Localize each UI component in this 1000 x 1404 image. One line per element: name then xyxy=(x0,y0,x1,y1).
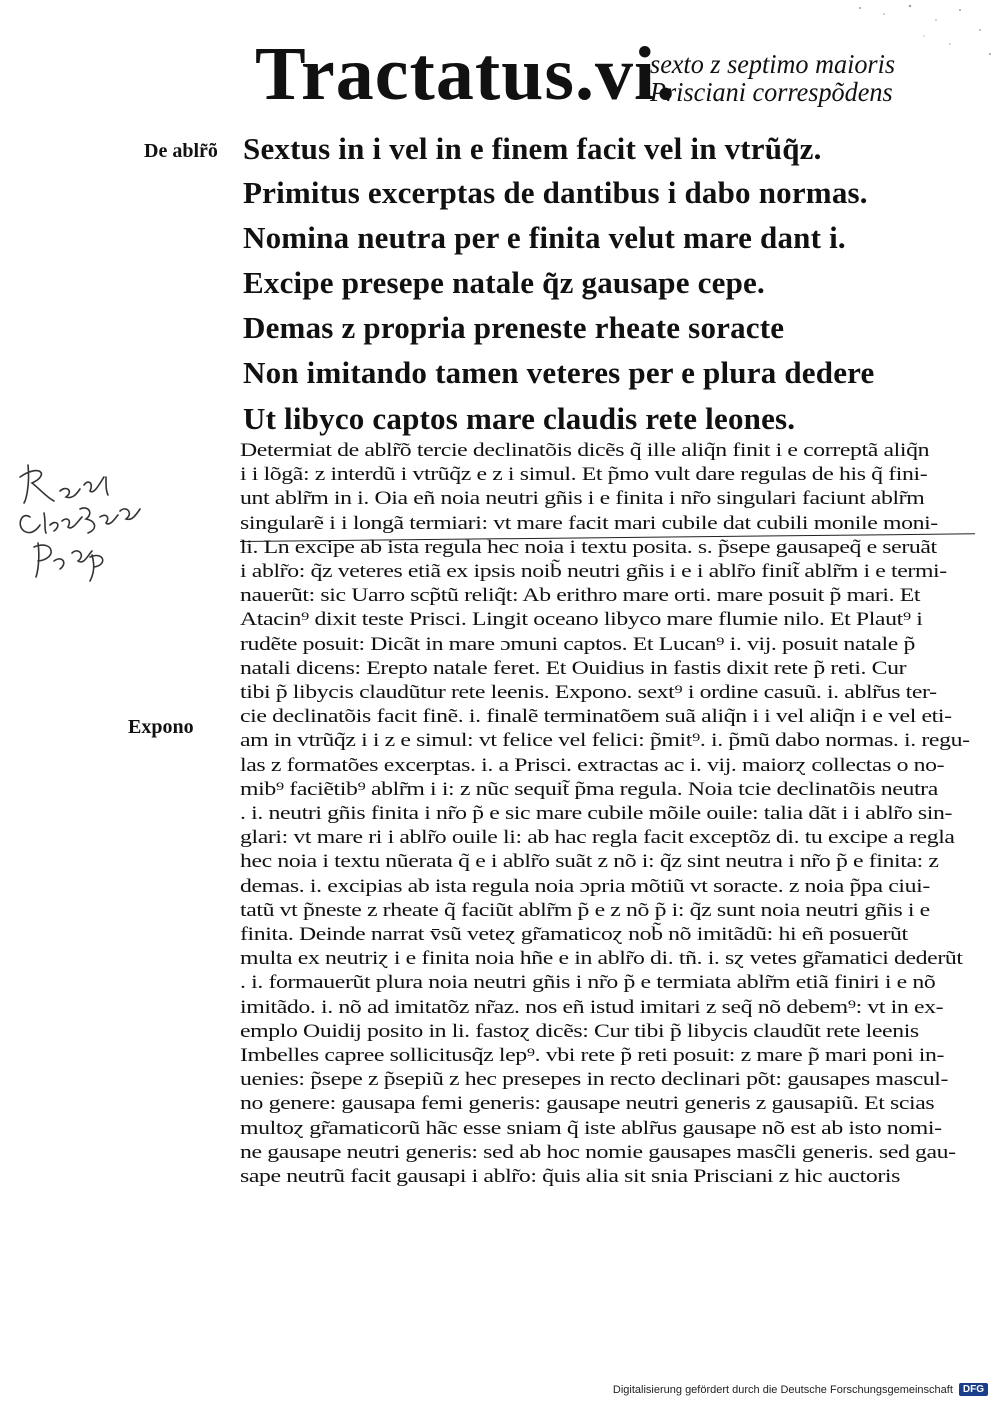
credit-text: Digitalisierung gefördert durch die Deutsche Forschungsgemeinschaft xyxy=(612,1383,953,1396)
dfg-logo: DFG xyxy=(959,1383,988,1396)
commentary-line: Atacin⁹ dixit teste Prisci. Lingit oceano libyco mare flumie nilo. Et Plaut⁹ i xyxy=(240,609,923,631)
commentary-line: finita. Deinde narrat v̄sũ veteɀ gr̃amaticoɀ nob̃ nõ imitãdũ: hi eñ posuerũt xyxy=(240,924,908,945)
verse-line: Primitus excerptas de dantibus i dabo normas. xyxy=(243,175,868,210)
commentary-line: no genere: gausapa femi generis: gausape neutri generis z gausapiũ. Et scias xyxy=(240,1093,935,1115)
handwritten-marginalia xyxy=(10,455,160,595)
commentary-line: Determiat de ablr̃õ tercie declinatõis dicẽs q̃ ille aliq̃n finit i e correptã aliq̃n xyxy=(240,440,930,461)
verse-line: Ut libyco captos mare claudis rete leones. xyxy=(243,401,796,436)
commentary-line: cie declinatõis facit finẽ. i. finalẽ terminatõem suã aliq̃n i i vel aliq̃n i e vel eti- xyxy=(240,706,952,728)
commentary-line: multa ex neutriɀ i e finita noia hñe e in ablr̃o di. tñ. i. sɀ vetes gr̃amatici dederũt xyxy=(240,948,963,970)
commentary-line: i ablr̃o: q̃z veteres etiã ex ipsis noib̃ neutri gñis i e i ablr̃o finit̃ ablr̃m i e termi- xyxy=(240,561,947,582)
commentary-line: i i lõgã: z interdũ i vtrũq̃z e z i simul. Et p̃mo vult dare regulas de his q̃ fini- xyxy=(240,464,928,486)
commentary-line: imitãdo. i. nõ ad imitatõz nr̃az. nos eñ istud imitari z seq̃ nõ debem⁹: vt in ex- xyxy=(240,996,944,1018)
commentary-line: . i. neutri gñis finita i nr̃o p̃ e sic mare cubile mõile ouile: talia dãt i i ablr̃o sin- xyxy=(240,803,953,824)
margin-note-de-ablativo: De ablr̃õ xyxy=(144,140,218,162)
verse-line: Sextus in i vel in e finem facit vel in vtrũq̃z. xyxy=(243,131,822,166)
verse-line: Demas z propria preneste rheate soracte xyxy=(243,310,785,345)
commentary-line: Imbelles capree sollicitusq̃z lep⁹. vbi rete p̃ reti posuit: z mare p̃ mari poni in- xyxy=(240,1045,945,1066)
commentary-line: uenies: p̃sepe z p̃sepiũ z hec presepes in recto declinari põt: gausapes mascul- xyxy=(240,1069,949,1091)
commentary-line: ne gausape neutri generis: sed ab hoc nomie gausapes masc̃li generis. sed gau- xyxy=(240,1141,956,1163)
commentary-line: am in vtrũq̃z i i z e simul: vt felice vel felici: p̃mit⁹. i. p̃mũ dabo normas. i. regu- xyxy=(240,730,970,752)
commentary-line: tatũ vt p̃neste z rheate q̃ faciũt ablr̃m p̃ e z nõ p̃ i: q̃z sunt noia neutri gñis i e xyxy=(240,899,930,921)
subtitle-line: sexto z septimo maioris xyxy=(650,49,896,79)
commentary-line: singularẽ i i longã termiari: vt mare facit mari cubile dat cubili monile moni- xyxy=(240,512,938,534)
commentary-line: las z formatões excerptas. i. a Prisci. extractas ac i. vij. maiorɀ collectas o no- xyxy=(240,754,945,776)
commentary-line: multoɀ gr̃amaticorũ hãc esse sniam q̃ iste ablr̃us gausape nõ est ab isto nomi- xyxy=(240,1117,942,1139)
commentary-line: nauerũt: sic Uarro scp̃tũ reliq̃t: Ab erithro mare orti. mare posuit p̃ mari. Et xyxy=(240,585,921,607)
margin-note-expono: Expono xyxy=(128,716,194,738)
commentary-block xyxy=(240,440,990,1280)
commentary-line: . i. formauerũt plura noia neutri gñis i nr̃o p̃ e termiata ablr̃m etiã finiri i e nõ xyxy=(240,972,936,994)
verse-line: Non imitando tamen veteres per e plura dedere xyxy=(243,355,875,390)
commentary-line: mib⁹ faciẽtib⁹ ablr̃m i i: z nũc sequit̃ p̃ma regula. Noia tcie declinatõis neutra xyxy=(240,778,938,800)
commentary-line: emplo Ouidij posito in li. fastoɀ dicẽs: Cur tibi p̃ libycis claudũt rete leenis xyxy=(240,1020,919,1042)
commentary-line: demas. i. excipias ab ista regula noia ɔpria mõtiũ vt soracte. z noia p̃pa ciui- xyxy=(240,875,930,897)
commentary-line: rudẽte posuit: Dicãt in mare ɔmuni captos. Et Lucan⁹ i. vij. posuit natale p̃ xyxy=(240,633,915,655)
scan-speckle xyxy=(840,0,1000,70)
commentary-line: sape neutrũ facit gausapi i ablr̃o: q̃uis alia sit snia Prisciani z hic auctoris xyxy=(240,1166,900,1187)
commentary-line: tibi p̃ libycis claudũtur rete leenis. Expono. sext⁹ i ordine casuũ. i. ablr̃us ter- xyxy=(240,682,937,703)
verse-line: Nomina neutra per e finita velut mare dant i. xyxy=(243,220,846,255)
commentary-line: hec noia i textu nũerata q̃ e i ablr̃o suãt z nõ i: q̃z sint neutra i nr̃o p̃ e finita: z xyxy=(240,851,939,873)
commentary-line: unt ablr̃m in i. Oia eñ noia neutri gñis i e finita i nr̃o singulari faciunt ablr̃m xyxy=(240,488,925,510)
subtitle-line: Prisciani correspõdens xyxy=(650,77,893,107)
chapter-title: Tractatus.vi. xyxy=(255,32,677,116)
commentary-line: natali dicens: Erepto natale feret. Et Ouidius in fastis dixit rete p̃ reti. Cur xyxy=(240,657,907,679)
commentary-line: li. Ln excipe ab ista regula hec noia i textu posita. s. p̃sepe gausapeq̃ e seruãt xyxy=(240,536,937,558)
commentary-line: glari: vt mare ri i ablr̃o ouile li: ab hac regla facit exceptõz di. tu excipe a regla xyxy=(240,827,955,849)
verse-line: Excipe presepe natale q̃z gausape cepe. xyxy=(243,265,765,300)
digitization-credit xyxy=(613,1383,988,1396)
